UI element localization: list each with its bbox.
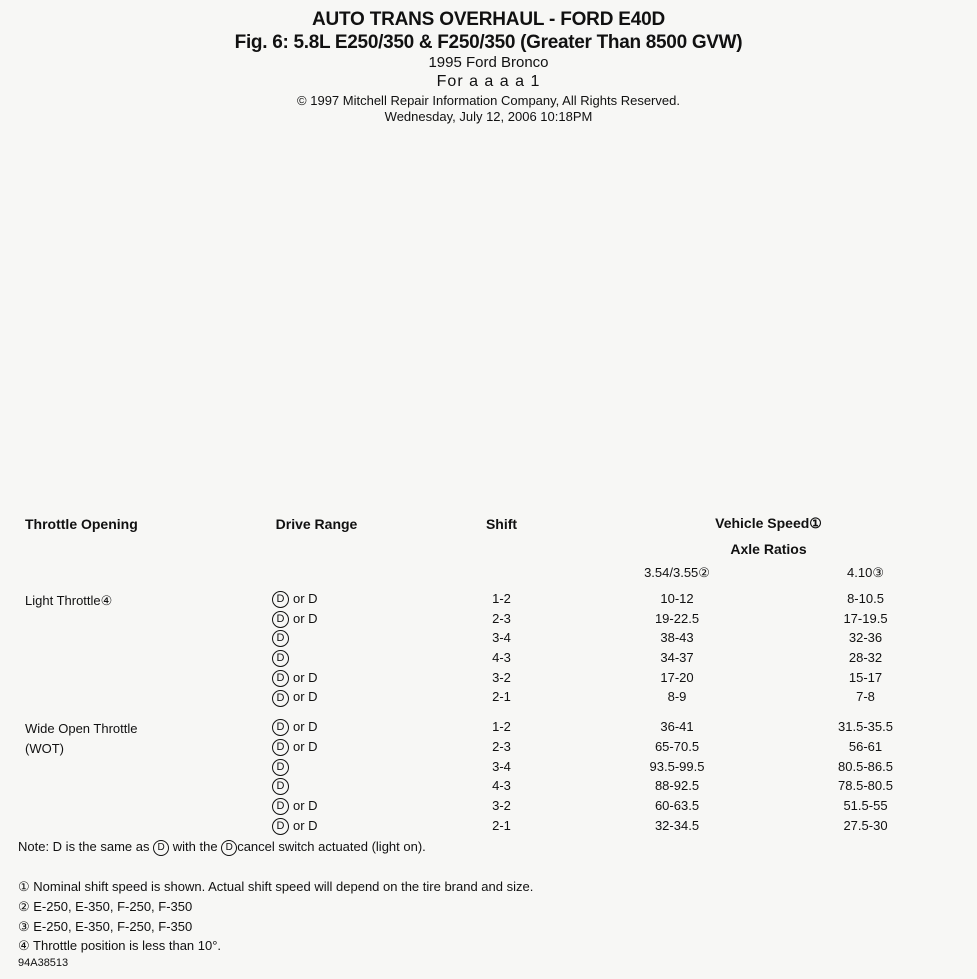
circled-d-icon: D [272, 591, 289, 608]
drive-range-value [210, 670, 423, 690]
circled-d-icon: D [272, 650, 289, 667]
circled-d-icon: D [272, 630, 289, 647]
drive-range-value [210, 818, 423, 838]
speed-410-value: 31.5-35.5 [838, 719, 893, 735]
speed-354-value: 65-70.5 [654, 738, 700, 754]
speed-354-cell [580, 713, 774, 841]
drive-range-suffix: or D [293, 610, 318, 626]
drive-range-value [210, 798, 423, 818]
speed-354-value: 60-63.5 [654, 797, 700, 813]
drive-range-suffix: or D [293, 669, 318, 685]
speed-410-value: 8-10.5 [847, 591, 884, 606]
drive-range-value [210, 611, 423, 631]
speed-410-value: 51.5-55 [843, 797, 888, 813]
speed-410-value: 7-8 [856, 689, 875, 705]
speed-410-value: 28-32 [848, 650, 883, 666]
shift-value: 4-3 [492, 650, 511, 666]
speed-410-cell [774, 585, 957, 713]
shift-value: 3-4 [492, 630, 511, 646]
header-vehicle-speed: Vehicle Speed① [715, 515, 822, 531]
blank-cell [210, 536, 423, 585]
header-drive-range: Drive Range [275, 515, 358, 532]
circled-d-icon: D [272, 759, 289, 776]
drive-range-suffix: or D [293, 738, 318, 754]
throttle-opening-cell [17, 585, 210, 713]
speed-354-value: 19-22.5 [654, 610, 700, 626]
shift-value: 3-2 [492, 797, 511, 813]
document-title: AUTO TRANS OVERHAUL - FORD E40D [311, 9, 666, 30]
speed-410-value: 80.5-86.5 [838, 758, 893, 774]
shift-value: 3-4 [492, 758, 511, 774]
circled-d-icon: D [153, 840, 169, 856]
copyright-line: © 1997 Mitchell Repair Information Company, All Rights Reserved. [297, 93, 680, 108]
vehicle-line: 1995 Ford Bronco [428, 54, 549, 71]
speed-410-value: 15-17 [848, 669, 883, 685]
speed-354-value: 10-12 [660, 591, 694, 606]
speed-354-value: 88-92.5 [654, 778, 700, 794]
footnote-2: ② E-250, E-350, F-250, F-350 [18, 899, 193, 914]
header-throttle-opening: Throttle Opening [25, 515, 138, 532]
speed-354-value: 17-20 [660, 669, 694, 685]
header-ratio-354: 3.54/3.55② [644, 565, 710, 580]
note-line [18, 839, 426, 856]
footnote-1: ① Nominal shift speed is shown. Actual shift speed will depend on the tire brand and size. [18, 879, 534, 894]
shift-cell [423, 713, 580, 841]
shift-value: 4-3 [492, 778, 511, 794]
drive-range-suffix: or D [293, 719, 318, 735]
drive-range-value [210, 739, 423, 759]
blank-cell [17, 536, 210, 585]
drive-range-value [210, 759, 423, 779]
throttle-opening-cell [17, 713, 210, 841]
speed-354-value: 38-43 [660, 630, 694, 646]
shift-value: 2-1 [492, 689, 511, 705]
drive-range-suffix: or D [293, 591, 318, 606]
throttle-opening-label: Wide Open Throttle [25, 721, 138, 737]
shift-speed-table [17, 511, 957, 841]
speed-410-value: 32-36 [848, 630, 883, 646]
drive-range-value [210, 591, 423, 611]
for-line: For a a a a 1 [436, 73, 541, 90]
note-prefix: Note: D is the same as [18, 839, 150, 854]
drive-range-cell [210, 585, 423, 713]
circled-d-icon: D [272, 690, 289, 707]
speed-354-cell [580, 585, 774, 713]
speed-410-value: 27.5-30 [843, 817, 888, 833]
header-shift: Shift [485, 515, 518, 532]
circled-d-icon: D [272, 818, 289, 835]
drive-range-suffix: or D [293, 817, 318, 833]
footnote-3: ③ E-250, E-350, F-250, F-350 [18, 919, 193, 934]
footnote-4: ④ Throttle position is less than 10°. [18, 938, 222, 953]
drive-range-value [210, 689, 423, 709]
header-axle-ratios: Axle Ratios [730, 540, 807, 557]
header-ratio-410: 4.10③ [847, 565, 884, 580]
speed-354-value: 93.5-99.5 [649, 758, 705, 774]
circled-d-icon: D [221, 840, 237, 856]
date-line: Wednesday, July 12, 2006 10:18PM [384, 109, 593, 124]
shift-value: 2-1 [492, 817, 511, 833]
shift-value: 1-2 [492, 719, 511, 735]
shift-cell [423, 585, 580, 713]
shift-value: 2-3 [492, 610, 511, 626]
shift-value: 1-2 [492, 591, 511, 606]
drive-range-value [210, 630, 423, 650]
drive-range-value [210, 778, 423, 798]
circled-d-icon: D [272, 670, 289, 687]
shift-value: 2-3 [492, 738, 511, 754]
speed-410-value: 78.5-80.5 [838, 778, 893, 794]
drive-range-cell [210, 713, 423, 841]
throttle-opening-label: Light Throttle④ [25, 593, 113, 608]
speed-354-value: 36-41 [660, 719, 694, 735]
note-suffix: cancel switch actuated (light on). [237, 839, 426, 854]
group-wide-open-throttle [17, 713, 957, 841]
figure-code: 94A38513 [18, 957, 69, 969]
shift-value: 3-2 [492, 669, 511, 685]
circled-d-icon: D [272, 611, 289, 628]
drive-range-value [210, 650, 423, 670]
drive-range-suffix: or D [293, 689, 318, 705]
note-mid: with the [172, 839, 218, 854]
speed-410-cell [774, 713, 957, 841]
circled-d-icon: D [272, 798, 289, 815]
circled-d-icon: D [272, 739, 289, 756]
group-light-throttle [17, 585, 957, 713]
drive-range-value [210, 719, 423, 739]
speed-410-value: 56-61 [848, 738, 883, 754]
speed-354-value: 8-9 [667, 689, 687, 705]
throttle-opening-label: (WOT) [25, 740, 64, 756]
circled-d-icon: D [272, 719, 289, 736]
speed-354-value: 32-34.5 [654, 817, 700, 833]
circled-d-icon: D [272, 778, 289, 795]
drive-range-suffix: or D [293, 797, 318, 813]
blank-cell [423, 536, 580, 585]
speed-354-value: 34-37 [660, 650, 694, 666]
figure-caption: Fig. 6: 5.8L E250/350 & F250/350 (Greater Than 8500 GVW) [234, 32, 743, 53]
speed-410-value: 17-19.5 [843, 610, 888, 626]
